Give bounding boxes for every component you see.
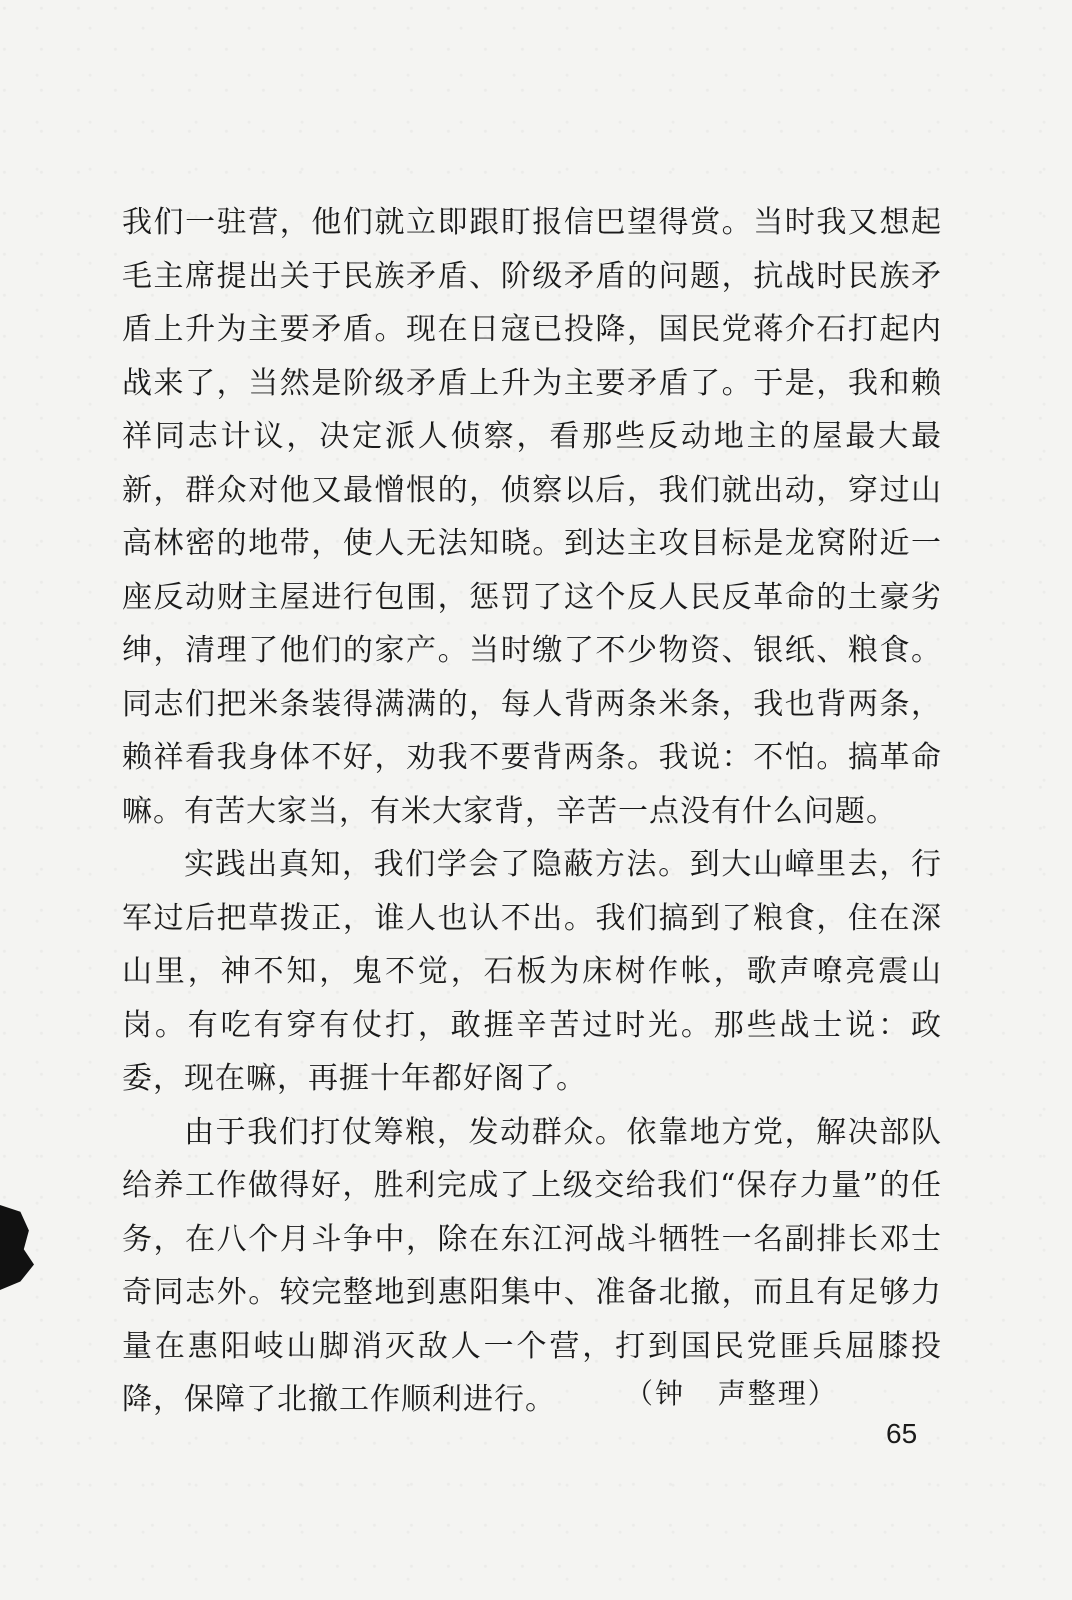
- paragraph-1: 我们一驻营，他们就立即跟盯报信巴望得赏。当时我又想起毛主席提出关于民族矛盾、阶级矛盾的问题，抗战时民族矛盾上升为主要矛盾。现在日寇已投降，国民党蒋介石打起内战来了，当然是阶级矛盾上升为主要矛盾了。于是，我和赖祥同志计议，决定派人侦察，看那些反动地主的屋最大最新，群众对他又最憎恨的，侦察以后，我们就出动，穿过山高林密的地带，使人无法知晓。到达主攻目标是龙窝附近一座反动财主屋进行包围，惩罚了这个反人民反革命的土豪劣绅，清理了他们的家产。当时缴了不少物资、银纸、粮食。同志们把米条装得满满的，每人背两条米条，我也背两条，赖祥看我身体不好，劝我不要背两条。我说：不怕。搞革命嘛。有苦大家当，有米大家背，辛苦一点没有什么问题。: [122, 205, 942, 829]
- editor-attribution: （钟 声整理）: [625, 1377, 838, 1410]
- body-text: [122, 196, 942, 1427]
- paragraph-2: 实践出真知，我们学会了隐蔽方法。到大山嶂里去，行军过后把草拨正，谁人也认不出。我们搞到了粮食，住在深山里，神不知，鬼不觉，石板为床树作帐，歌声嘹亮震山岗。有吃有穿有仗打，敢捱辛苦过时光。那些战士说：政委，现在嘛，再捱十年都好阁了。: [122, 847, 942, 1096]
- paragraph-3: 由于我们打仗筹粮，发动群众。依靠地方党，解决部队给养工作做得好，胜利完成了上级交给我们“保存力量”的任务，在八个月斗争中，除在东江河战斗牺牲一名副排长邓士奇同志外。较完整地到惠阳集中、准备北撤，而且有足够力量在惠阳岐山脚消灭敌人一个营，打到国民党匪兵屈膝投降，保障了北撤工作顺利进行。: [122, 1114, 942, 1417]
- page-number: 65: [886, 1418, 918, 1449]
- scan-edge-shadow: [0, 1205, 34, 1290]
